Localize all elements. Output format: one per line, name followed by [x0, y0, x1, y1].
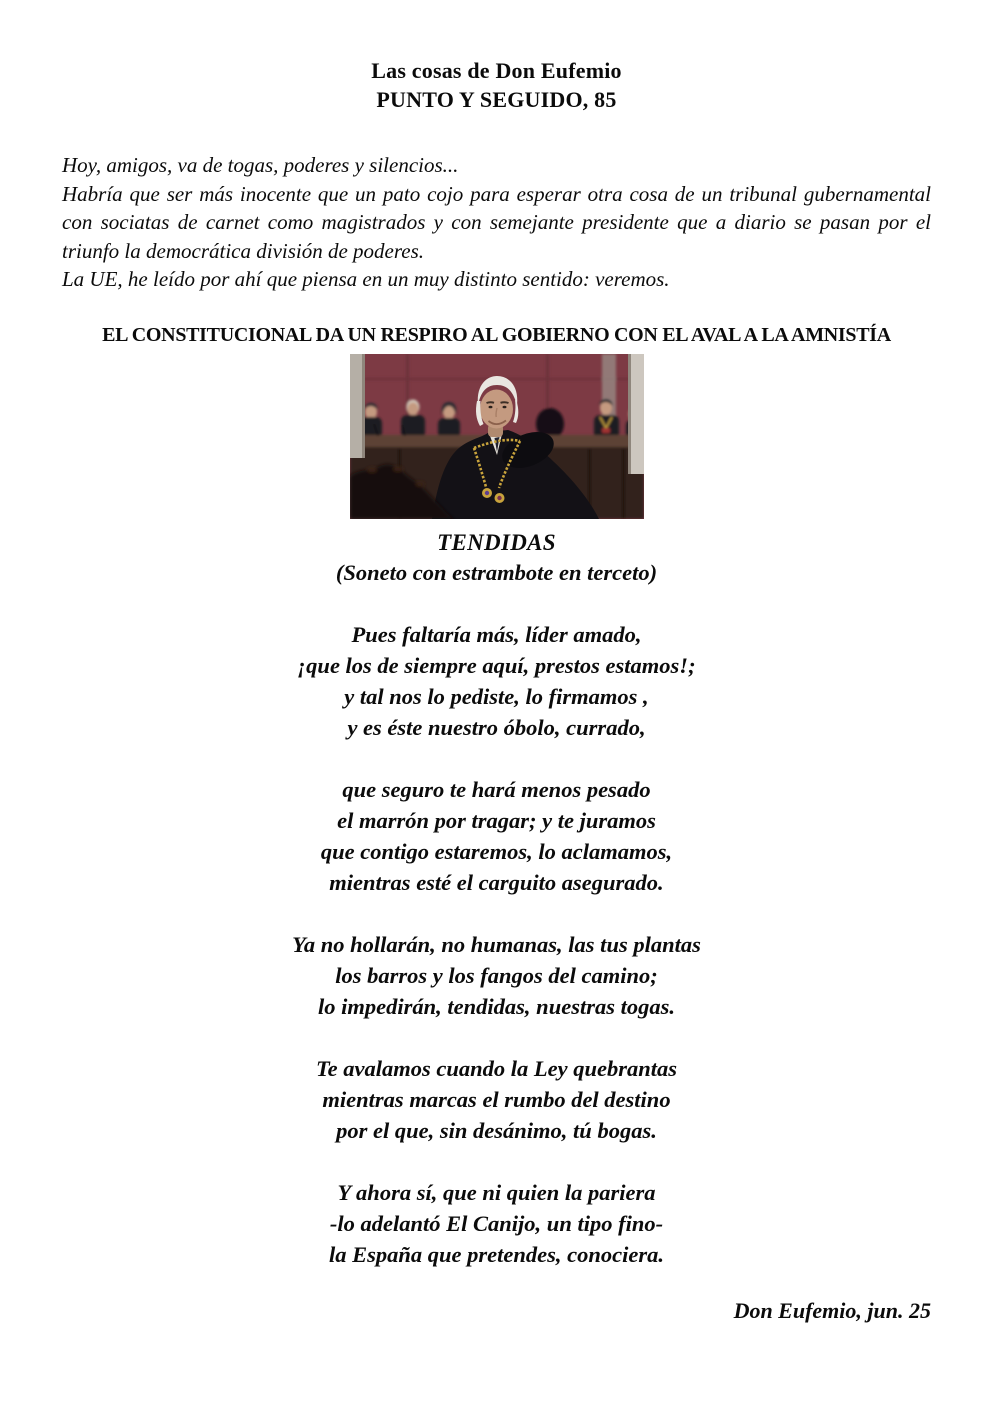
doc-title-line2: PUNTO Y SEGUIDO, 85: [376, 87, 617, 112]
eye: [502, 405, 506, 408]
poem-subtitle: (Soneto con estrambote en terceto): [335, 559, 658, 585]
poem-line: el marrón por tragar; y te juramos: [337, 807, 656, 833]
poem-stanza-3: [0, 929, 993, 1022]
poem-line: lo impedirán, tendidas, nuestras togas.: [318, 993, 675, 1019]
eyebrow: [500, 402, 508, 403]
eyebrow: [486, 402, 494, 403]
author-signature: Don Eufemio, jun. 25: [733, 1297, 931, 1323]
poem-line: los barros y los fangos del camino;: [335, 962, 658, 988]
courtroom-photo-illustration: [350, 354, 644, 519]
doc-title: [0, 0, 993, 114]
poem-line: y es éste nuestro óbolo, currado,: [347, 714, 646, 740]
doc-title-line1: Las cosas de Don Eufemio: [371, 58, 622, 83]
poem-line: Te avalamos cuando la Ley quebrantas: [315, 1055, 678, 1081]
poem-line: que contigo estaremos, lo aclamamos,: [320, 838, 673, 864]
poem-line: mientras esté el carguito asegurado.: [329, 869, 664, 895]
poem-line: -lo adelantó El Canijo, un tipo fino-: [329, 1210, 664, 1236]
poem-stanza-1: [0, 619, 993, 743]
poem-line: la España que pretendes, conociera.: [329, 1241, 664, 1267]
poem-line: y tal nos lo pediste, lo firmamos ,: [344, 683, 649, 709]
poem-stanza-2: [0, 774, 993, 898]
poem-line: ¡que los de siempre aquí, prestos estamos!;: [297, 652, 696, 678]
poem-line: que seguro te hará menos pesado: [342, 776, 651, 802]
poem-stanza-5: [0, 1177, 993, 1270]
intro-line-1: Hoy, amigos, va de togas, poderes y silencios...: [62, 153, 459, 177]
poem-line: por el que, sin desánimo, tú bogas.: [336, 1117, 657, 1143]
news-headline: EL CONSTITUCIONAL DA UN RESPIRO AL GOBIERNO CON EL AVAL A LA AMNISTÍA: [102, 323, 891, 346]
intro-line-3: La UE, he leído por ahí que piensa en un muy distinto sentido: veremos.: [62, 267, 670, 291]
poem-line: Ya no hollarán, no humanas, las tus plantas: [292, 931, 701, 957]
eye: [488, 405, 492, 408]
poem-line: Y ahora sí, que ni quien la pariera: [337, 1179, 656, 1205]
poem-line: mientras marcas el rumbo del destino: [322, 1086, 671, 1112]
poem-title: TENDIDAS: [437, 529, 556, 555]
intro-block: [62, 151, 931, 294]
intro-line-2: Habría que ser más inocente que un pato cojo para esperar otra cosa de un tribunal gubernamental con sociatas de carnet como magistrados y con semejante presidente que a diario se pasan por el triunfo la democrática división de poderes.: [62, 181, 931, 263]
courtroom-photo: [350, 354, 644, 519]
poem-line: Pues faltaría más, líder amado,: [351, 621, 642, 647]
poem-stanza-4: [0, 1053, 993, 1146]
